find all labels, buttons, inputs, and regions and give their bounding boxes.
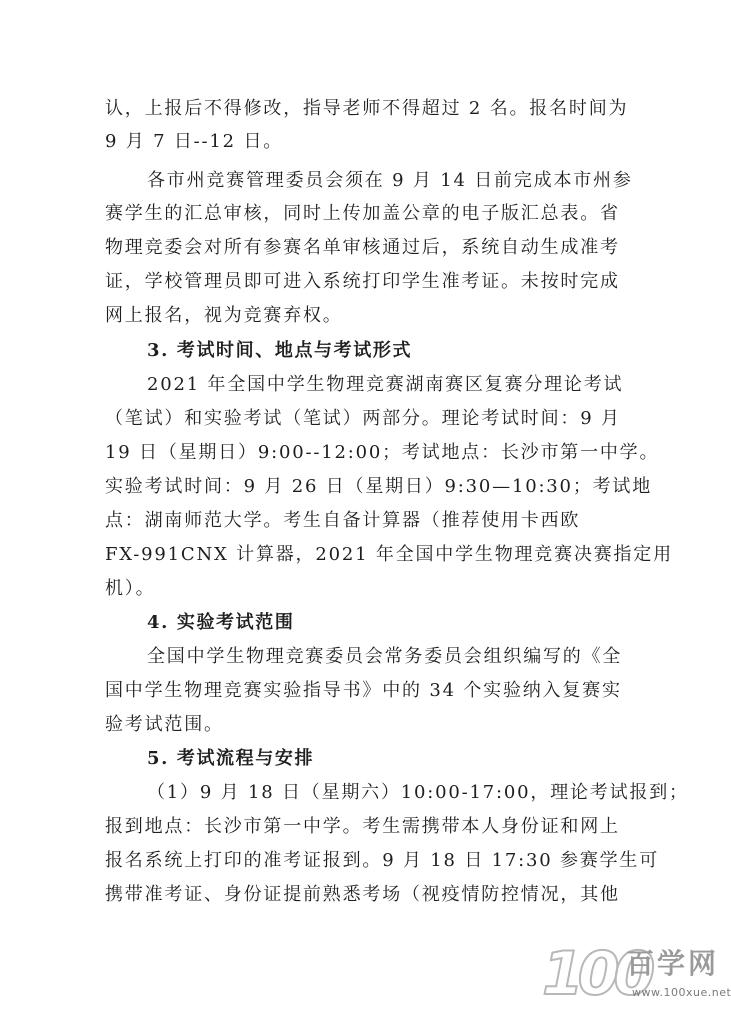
text-line: （1）9 月 18 日（星期六）10:00-17:00，理论考试报到；	[147, 782, 689, 803]
site-watermark	[540, 928, 731, 1014]
text-line: FX-991CNX 计算器，2021 年全国中学生物理竞赛决赛指定用	[105, 544, 673, 565]
text-line: 19 日（星期日）9:00--12:00；考试地点：长沙市第一中学。	[105, 442, 660, 463]
text-line: 证，学校管理员即可进入系统打印学生准考证。未按时完成	[105, 271, 620, 292]
text-line: 点：湖南师范大学。考生自备计算器（推荐使用卡西欧	[105, 510, 581, 531]
text-line: 物理竞委会对所有参赛名单审核通过后，系统自动生成准考	[105, 237, 620, 258]
text-line: （笔试）和实验考试（笔试）两部分。理论考试时间：9 月	[105, 408, 621, 429]
text-line: 机）。	[105, 578, 156, 599]
text-line: 认，上报后不得修改，指导老师不得超过 2 名。报名时间为	[105, 98, 629, 119]
watermark-site-name: 百学网	[626, 947, 720, 980]
watermark-logo	[540, 928, 650, 1012]
text-line: 全国中学生物理竞赛委员会常务委员会组织编写的《全	[147, 646, 623, 667]
text-line: 9 月 7 日--12 日。	[105, 131, 284, 152]
text-line: 实验考试时间：9 月 26 日（星期日）9:30—10:30；考试地	[105, 476, 653, 497]
text-line: 携带准考证、身份证提前熟悉考场（视疫情防控情况，其他	[105, 884, 620, 905]
text-line: 各市州竞赛管理委员会须在 9 月 14 日前完成本市州参	[147, 170, 633, 191]
svg-text:100: 100	[542, 939, 650, 1009]
section-heading: 3. 考试时间、地点与考试形式	[147, 340, 413, 361]
section-heading: 5. 考试流程与安排	[147, 748, 315, 769]
watermark-url: www.100xue.net	[632, 986, 731, 999]
text-line: 报名系统上打印的准考证报到。9 月 18 日 17:30 参赛学生可	[105, 850, 660, 871]
text-line: 2021 年全国中学生物理竞赛湖南赛区复赛分理论考试	[147, 374, 624, 395]
text-line: 赛学生的汇总审核，同时上传加盖公章的电子版汇总表。省	[105, 203, 620, 224]
text-line: 国中学生物理竞赛实验指导书》中的 34 个实验纳入复赛实	[105, 680, 622, 701]
text-line: 网上报名，视为竞赛弃权。	[105, 305, 343, 326]
text-line: 报到地点：长沙市第一中学。考生需携带本人身份证和网上	[105, 816, 620, 837]
section-heading: 4. 实验考试范围	[147, 612, 295, 633]
text-line: 验考试范围。	[105, 714, 224, 735]
